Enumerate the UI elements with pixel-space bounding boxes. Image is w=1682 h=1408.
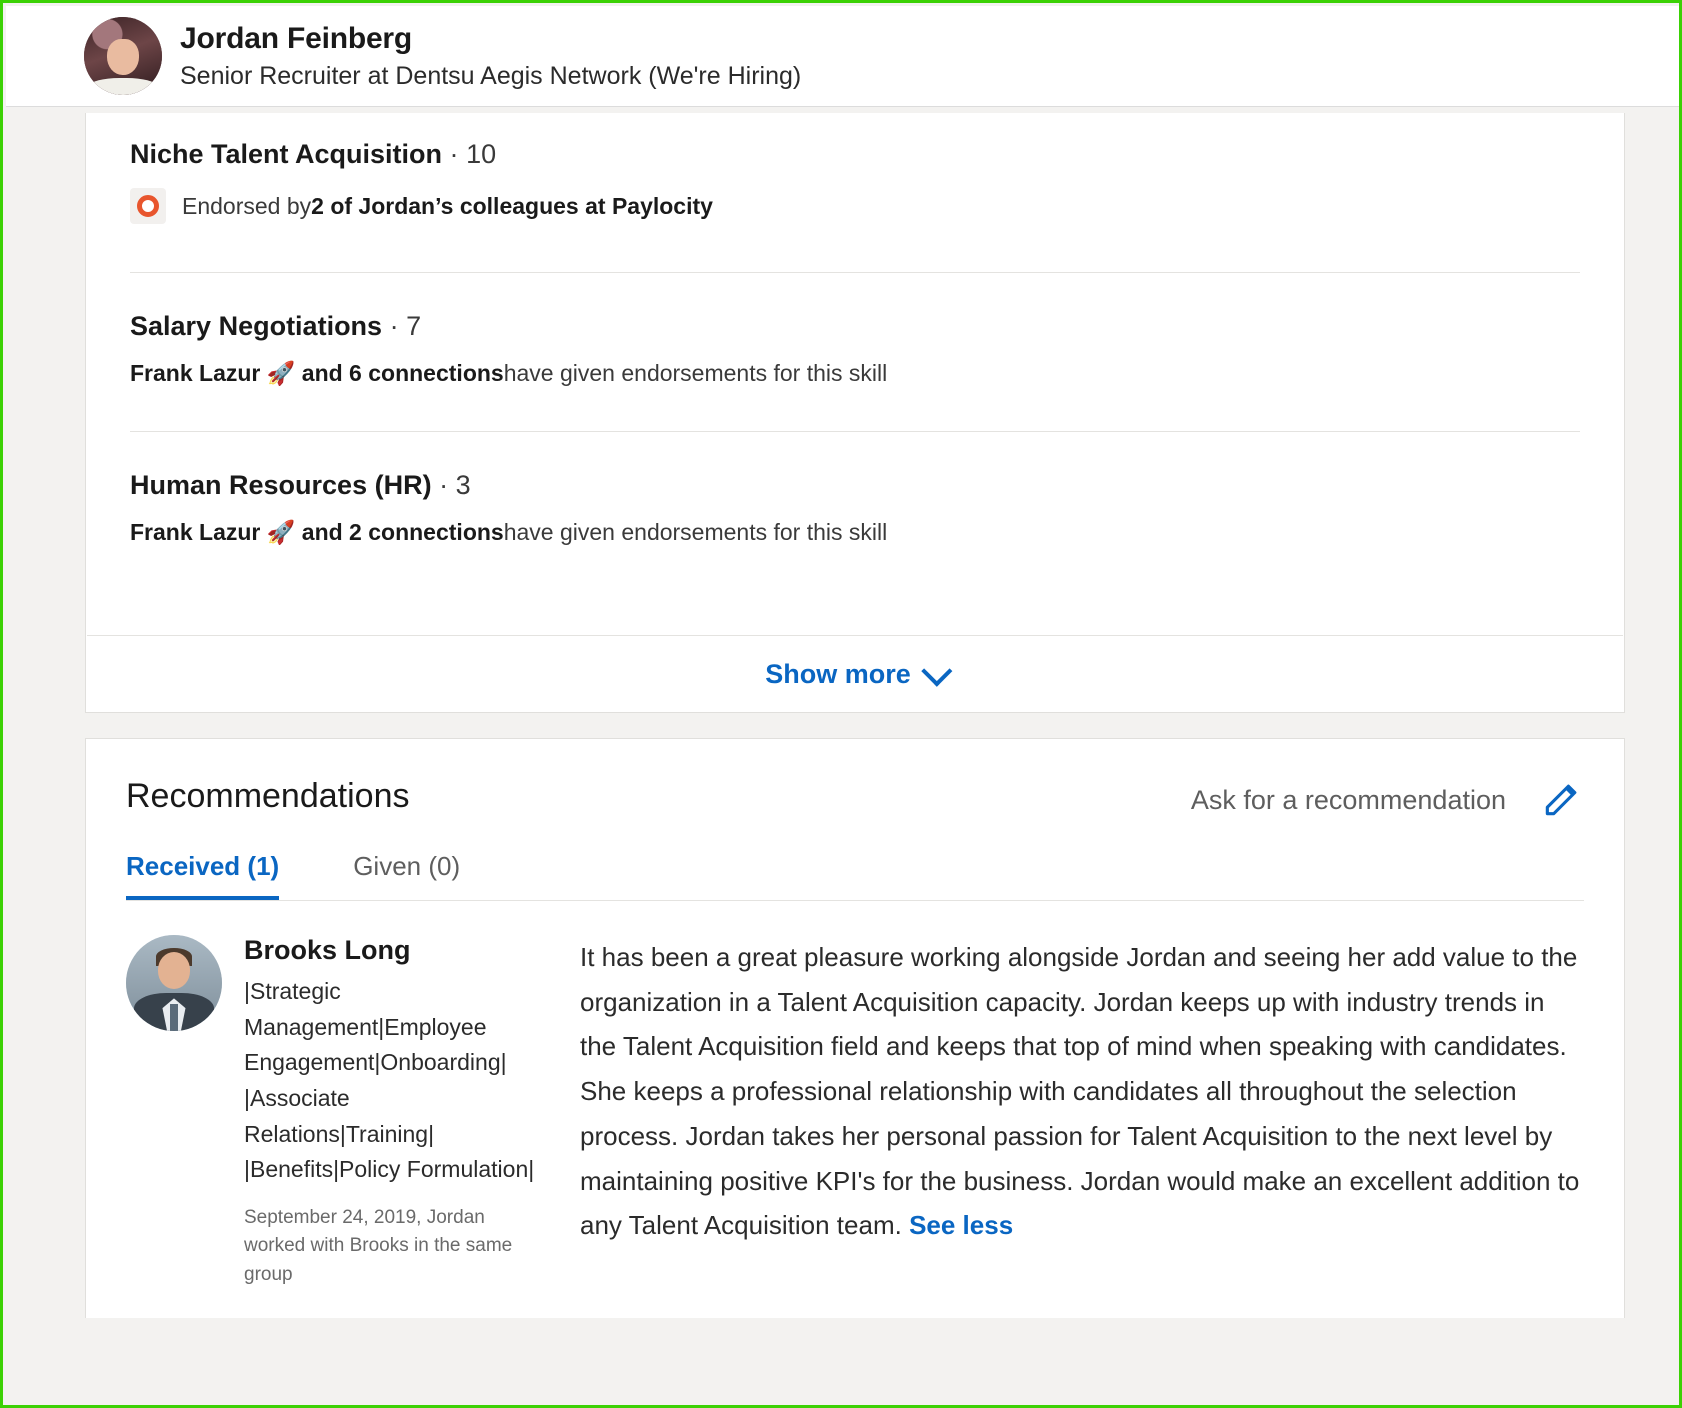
see-less-button[interactable]: See less <box>909 1210 1014 1241</box>
profile-name: Jordan Feinberg <box>180 22 413 55</box>
recommendations-tabs <box>126 851 1584 901</box>
skill-title[interactable] <box>130 470 1580 501</box>
skill-title[interactable] <box>130 311 1580 342</box>
endorsement-strong[interactable]: 2 of Jordan’s colleagues at Paylocity <box>311 192 713 219</box>
endorsement-prefix: Endorsed by <box>182 192 312 219</box>
recommender-details <box>244 935 544 1289</box>
avatar-shoulders <box>90 78 156 95</box>
endorsement-suffix: have given endorsements for this skill <box>503 519 888 545</box>
chevron-down-icon <box>921 656 952 687</box>
paylocity-company-logo-icon <box>130 188 166 224</box>
endorsement-suffix: have given endorsements for this skill <box>503 360 888 386</box>
recommendation-text: It has been a great pleasure working alongside Jordan and seeing her add value to the organization in a Talent Acquisition capacity. Jordan keeps up with industry trends in the Talent Acquisition field and keeps that top of mind when speaking with candidates. She keeps a professional relationship with candidates all throughout the selection process. Jordan takes her personal passion for Talent Acquisition to the next level by maintaining positive KPI's for the business. Jordan would make an excellent addition to any Talent Acquisition team. <box>580 942 1580 1241</box>
tab-given[interactable]: Given (0) <box>353 851 461 881</box>
recommender-block <box>126 935 546 1289</box>
profile-photo-woman-icon[interactable] <box>84 17 162 95</box>
recommendation-text-container <box>580 935 1584 1289</box>
skill-separator: · <box>389 311 399 341</box>
show-more-button[interactable] <box>87 635 1623 712</box>
show-more-label: Show more <box>765 658 911 689</box>
skill-endorsement-line <box>130 360 1580 387</box>
profile-sticky-header <box>6 6 1682 107</box>
skill-name: Human Resources (HR) <box>130 470 432 500</box>
pencil-icon <box>1540 777 1584 821</box>
avatar-face <box>107 39 138 75</box>
endorsement-strong[interactable]: Frank Lazur 🚀 and 2 connections <box>130 519 504 545</box>
profile-identity <box>180 21 801 91</box>
skill-separator: · <box>439 470 449 500</box>
recommender-name[interactable]: Brooks Long <box>244 935 411 965</box>
skill-item-salary-negotiations <box>86 273 1624 387</box>
skill-title[interactable] <box>130 139 1580 170</box>
avatar-tie <box>170 1004 178 1031</box>
recommendation-entry <box>86 901 1624 1289</box>
skill-endorsement-count: 10 <box>466 139 497 169</box>
avatar-face <box>158 952 191 988</box>
tab-received[interactable]: Received (1) <box>126 851 279 900</box>
skill-item-niche-talent-acquisition <box>86 113 1624 224</box>
recommender-headline: |Strategic Management|Employee Engagement|Onboarding| |Associate Relations|Training| |Benefits|Policy Formulation| <box>244 978 535 1183</box>
logo-ring <box>137 195 159 217</box>
recommendations-card <box>85 738 1625 1318</box>
profile-headline: Senior Recruiter at Dentsu Aegis Network (We're Hiring) <box>180 62 802 90</box>
endorsement-strong[interactable]: Frank Lazur 🚀 and 6 connections <box>130 360 504 386</box>
recommendations-header <box>86 739 1624 821</box>
skill-name: Niche Talent Acquisition <box>130 139 443 169</box>
skills-card <box>85 113 1625 713</box>
profile-photo-man-icon[interactable] <box>126 935 222 1031</box>
ask-for-recommendation-link[interactable]: Ask for a recommendation <box>1190 785 1506 815</box>
skill-endorsement-line <box>130 188 1580 224</box>
recommendation-meta: September 24, 2019, Jordan worked with Brooks in the same group <box>244 1206 513 1285</box>
skill-separator: · <box>449 139 459 169</box>
page-title: Recommendations <box>126 777 410 815</box>
edit-recommendations-button[interactable] <box>1540 777 1584 821</box>
skill-endorsement-count: 3 <box>455 470 471 500</box>
skill-endorsement-line <box>130 519 1580 546</box>
skill-name: Salary Negotiations <box>130 311 383 341</box>
skill-endorsement-count: 7 <box>406 311 422 341</box>
skill-item-human-resources <box>86 432 1624 546</box>
